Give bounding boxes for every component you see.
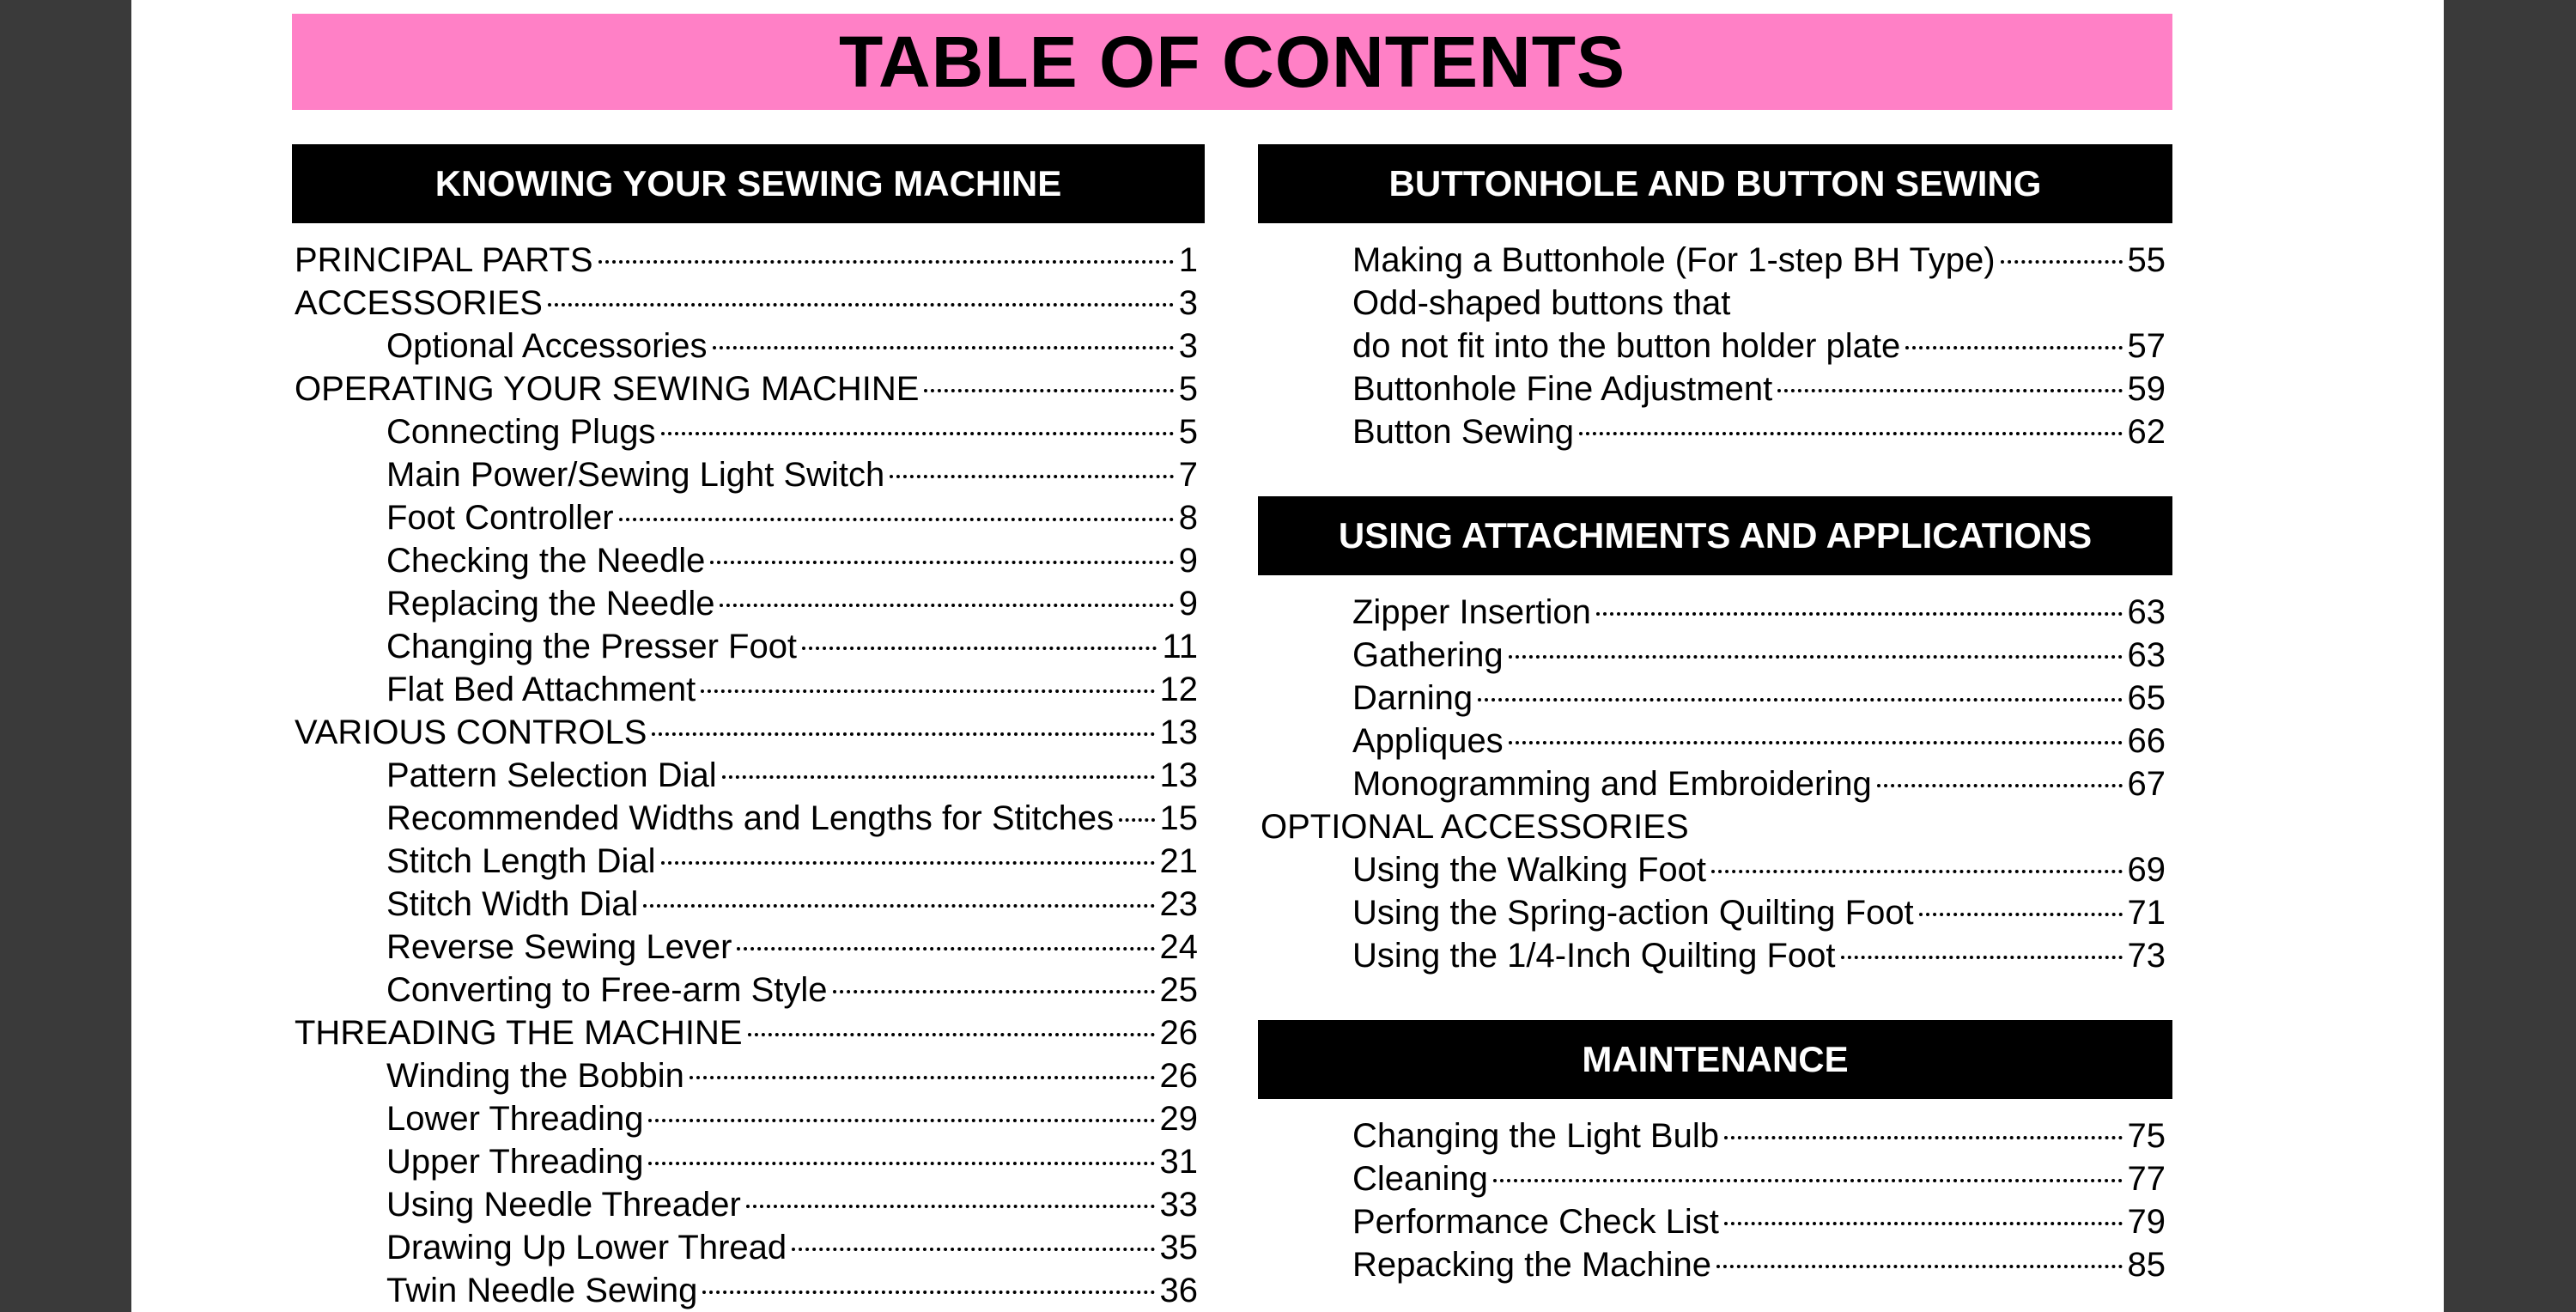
toc-entry-title: Optional Accessories	[386, 327, 708, 365]
dot-leader	[1596, 612, 2123, 616]
toc-entry-page-number: 55	[2127, 241, 2166, 279]
dot-leader	[661, 432, 1174, 435]
toc-entry-title: Main Power/Sewing Light Switch	[386, 456, 885, 494]
dot-leader	[1478, 698, 2122, 702]
dot-leader	[1919, 913, 2123, 916]
toc-entry-page-number: 35	[1159, 1229, 1198, 1266]
dot-leader	[702, 1291, 1154, 1294]
toc-entry[interactable]	[1258, 891, 2172, 934]
toc-entry[interactable]	[1258, 1200, 2172, 1243]
dot-leader	[661, 861, 1155, 865]
toc-entry-page-number: 12	[1159, 671, 1198, 708]
toc-entry-title: Twin Needle Sewing	[386, 1272, 698, 1309]
toc-entry-title: Upper Threading	[386, 1143, 644, 1181]
toc-entry[interactable]	[1258, 282, 2172, 325]
toc-entry[interactable]	[292, 410, 1205, 453]
dot-leader	[1509, 741, 2123, 744]
toc-entry-page-number: 71	[2127, 894, 2166, 932]
toc-entry-title: ACCESSORIES	[295, 284, 543, 322]
toc-entry-title: Pattern Selection Dial	[386, 756, 717, 794]
toc-entry-page-number: 65	[2127, 679, 2166, 717]
toc-entry[interactable]	[1258, 325, 2172, 367]
toc-entry-page-number: 23	[1159, 885, 1198, 923]
toc-entry-page-number: 5	[1178, 413, 1198, 451]
toc-entry-page-number: 9	[1178, 542, 1198, 580]
toc-entry-title: VARIOUS CONTROLS	[295, 714, 647, 751]
dot-leader	[2001, 260, 2123, 264]
toc-entry-page-number: 62	[2127, 413, 2166, 451]
toc-entry-title: Odd-shaped buttons that	[1352, 284, 1731, 322]
toc-entry-page-number: 9	[1178, 585, 1198, 623]
toc-entry[interactable]	[292, 367, 1205, 410]
toc-entry-page-number: 24	[1159, 928, 1198, 966]
toc-entry-title: Using the 1/4-Inch Quilting Foot	[1352, 937, 1836, 975]
toc-entry-title: Stitch Length Dial	[386, 842, 656, 880]
toc-entry[interactable]	[292, 453, 1205, 496]
toc-entry[interactable]	[292, 840, 1205, 883]
dot-leader	[1905, 346, 2122, 349]
left-column	[292, 144, 1205, 1312]
toc-entry-page-number: 69	[2127, 851, 2166, 889]
toc-entry-page-number: 3	[1178, 284, 1198, 322]
toc-entry[interactable]	[292, 282, 1205, 325]
dot-leader	[548, 303, 1174, 307]
toc-entry-page-number: 7	[1178, 456, 1198, 494]
toc-entry-title: Recommended Widths and Lengths for Stitches	[386, 799, 1115, 837]
dot-leader	[722, 775, 1155, 779]
dot-leader	[652, 732, 1154, 736]
toc-entry[interactable]	[1258, 677, 2172, 720]
dot-leader	[619, 518, 1174, 521]
toc-entry-page-number: 79	[2127, 1203, 2166, 1241]
toc-entry[interactable]	[1258, 1243, 2172, 1286]
dot-leader	[1724, 1222, 2123, 1225]
toc-entry[interactable]	[1258, 634, 2172, 677]
toc-entry-page-number: 15	[1159, 799, 1198, 837]
toc-entry-title: Lower Threading	[386, 1100, 644, 1138]
toc-entry-title: Connecting Plugs	[386, 413, 656, 451]
toc-entry-title: Checking the Needle	[386, 542, 706, 580]
toc-entry[interactable]	[292, 1054, 1205, 1097]
toc-entry-title: Stitch Width Dial	[386, 885, 639, 923]
dot-leader	[1777, 389, 2122, 392]
dot-leader	[924, 389, 1173, 392]
toc-entry-title: Converting to Free-arm Style	[386, 971, 828, 1009]
toc-entry-title: Zipper Insertion	[1352, 593, 1591, 631]
section-header-knowing-your-machine: KNOWING YOUR SEWING MACHINE	[292, 144, 1205, 223]
dot-leader	[648, 1162, 1154, 1165]
toc-entry[interactable]	[292, 883, 1205, 926]
toc-entry-title: Using the Spring-action Quilting Foot	[1352, 894, 1914, 932]
toc-entry-title: Buttonhole Fine Adjustment	[1352, 370, 1773, 408]
toc-entry-title: Replacing the Needle	[386, 585, 715, 623]
toc-entry-title: THREADING THE MACHINE	[295, 1014, 743, 1052]
dot-leader	[1841, 956, 2123, 959]
toc-entry[interactable]	[292, 625, 1205, 668]
toc-entry[interactable]	[1258, 934, 2172, 977]
dot-leader	[1877, 784, 2123, 787]
section-header: BUTTONHOLE AND BUTTON SEWING	[1258, 144, 2172, 223]
toc-entry-page-number: 25	[1159, 971, 1198, 1009]
dot-leader	[710, 561, 1173, 564]
section-header: MAINTENANCE	[1258, 1020, 2172, 1099]
dot-leader	[690, 1076, 1155, 1079]
toc-list	[1258, 591, 2172, 977]
dot-leader	[802, 647, 1157, 650]
toc-entry[interactable]	[292, 668, 1205, 711]
toc-entry[interactable]	[292, 711, 1205, 754]
toc-entry-page-number: 63	[2127, 636, 2166, 674]
toc-entry[interactable]	[1258, 1157, 2172, 1200]
toc-entry-page-number: 77	[2127, 1160, 2166, 1198]
toc-entry-page-number: 63	[2127, 593, 2166, 631]
toc-entry[interactable]	[292, 1140, 1205, 1183]
dot-leader	[713, 346, 1174, 349]
section-spacer	[1258, 453, 2172, 496]
dot-leader	[748, 1033, 1155, 1036]
toc-entry[interactable]	[1258, 239, 2172, 282]
dot-leader	[1119, 818, 1154, 822]
toc-entry-page-number: 31	[1159, 1143, 1198, 1181]
toc-entry-page-number: 1	[1178, 241, 1198, 279]
toc-entry-title: Appliques	[1352, 722, 1504, 760]
toc-entry-page-number: 29	[1159, 1100, 1198, 1138]
toc-entry-title: Flat Bed Attachment	[386, 671, 696, 708]
document-page	[131, 0, 2444, 1312]
page-title: TABLE OF CONTENTS	[838, 21, 1626, 102]
dot-leader	[720, 604, 1173, 607]
toc-entry[interactable]	[1258, 848, 2172, 891]
toc-entry-page-number: 26	[1159, 1057, 1198, 1095]
toc-entry-title: Using the Walking Foot	[1352, 851, 1707, 889]
toc-entry-page-number: 33	[1159, 1186, 1198, 1224]
dot-leader	[792, 1248, 1154, 1251]
section-spacer	[1258, 977, 2172, 1020]
toc-entry-title: Changing the Presser Foot	[386, 628, 798, 665]
toc-entry[interactable]	[292, 1226, 1205, 1269]
toc-list	[1258, 239, 2172, 453]
toc-entry-title: Performance Check List	[1352, 1203, 1719, 1241]
toc-entry-page-number: 11	[1162, 628, 1198, 665]
dot-leader	[1711, 870, 2122, 873]
toc-entry-page-number: 66	[2127, 722, 2166, 760]
toc-entry-page-number: 3	[1178, 327, 1198, 365]
toc-entry-title: OPTIONAL ACCESSORIES	[1261, 808, 1689, 846]
toc-entry-title: Foot Controller	[386, 499, 614, 537]
dot-leader	[1579, 432, 2123, 435]
dot-leader	[1716, 1265, 2122, 1268]
toc-entry-page-number: 5	[1178, 370, 1198, 408]
toc-entry[interactable]	[292, 325, 1205, 367]
toc-entry-title: PRINCIPAL PARTS	[295, 241, 593, 279]
right-column	[1258, 144, 2172, 1286]
toc-entry[interactable]	[292, 1097, 1205, 1140]
dot-leader	[1493, 1179, 2123, 1182]
toc-entry[interactable]	[292, 539, 1205, 582]
toc-entry-page-number: 36	[1159, 1272, 1198, 1309]
toc-entry[interactable]	[1258, 1115, 2172, 1157]
toc-entry[interactable]	[1258, 591, 2172, 634]
toc-entry[interactable]	[292, 239, 1205, 282]
toc-entry-title: Button Sewing	[1352, 413, 1574, 451]
toc-entry[interactable]	[1258, 720, 2172, 762]
dot-leader	[746, 1205, 1155, 1208]
toc-entry-page-number: 59	[2127, 370, 2166, 408]
dot-leader	[890, 475, 1173, 478]
toc-entry[interactable]	[1258, 367, 2172, 410]
title-banner	[292, 14, 2172, 110]
toc-entry-title: Winding the Bobbin	[386, 1057, 684, 1095]
toc-entry-title: Using Needle Threader	[386, 1186, 741, 1224]
toc-entry-page-number: 13	[1159, 756, 1198, 794]
toc-entry[interactable]	[292, 1183, 1205, 1226]
toc-entry[interactable]	[292, 797, 1205, 840]
dot-leader	[737, 947, 1154, 951]
toc-entry-title: OPERATING YOUR SEWING MACHINE	[295, 370, 920, 408]
toc-entry-page-number: 26	[1159, 1014, 1198, 1052]
toc-entry-title: Monogramming and Embroidering	[1352, 765, 1872, 803]
toc-entry[interactable]	[292, 1269, 1205, 1312]
dot-leader	[833, 990, 1155, 993]
toc-entry-page-number: 73	[2127, 937, 2166, 975]
toc-entry[interactable]	[292, 969, 1205, 1011]
toc-entry-title: Darning	[1352, 679, 1473, 717]
toc-list-left	[292, 239, 1205, 1312]
section-header: USING ATTACHMENTS AND APPLICATIONS	[1258, 496, 2172, 575]
toc-entry-title: Reverse Sewing Lever	[386, 928, 732, 966]
dot-leader	[643, 904, 1154, 908]
toc-entry[interactable]	[292, 1011, 1205, 1054]
toc-list	[1258, 1115, 2172, 1286]
toc-entry-page-number: 75	[2127, 1117, 2166, 1155]
toc-entry-title: Making a Buttonhole (For 1-step BH Type)	[1352, 241, 1996, 279]
toc-entry-title: Drawing Up Lower Thread	[386, 1229, 787, 1266]
toc-entry-title: do not fit into the button holder plate	[1352, 327, 1901, 365]
toc-entry[interactable]	[1258, 762, 2172, 805]
toc-entry-title: Repacking the Machine	[1352, 1246, 1712, 1284]
dot-leader	[598, 260, 1174, 264]
toc-entry[interactable]	[292, 754, 1205, 797]
dot-leader	[701, 689, 1154, 693]
toc-entry-page-number: 13	[1159, 714, 1198, 751]
toc-entry[interactable]	[1258, 410, 2172, 453]
toc-entry-page-number: 8	[1178, 499, 1198, 537]
toc-entry[interactable]	[292, 582, 1205, 625]
dot-leader	[648, 1119, 1154, 1122]
toc-entry-page-number: 21	[1159, 842, 1198, 880]
dot-leader	[1509, 655, 2123, 659]
toc-entry-page-number: 85	[2127, 1246, 2166, 1284]
dot-leader	[1724, 1136, 2123, 1139]
toc-entry[interactable]	[292, 496, 1205, 539]
toc-entry-title: Changing the Light Bulb	[1352, 1117, 1719, 1155]
toc-entry-title: Gathering	[1352, 636, 1504, 674]
toc-entry[interactable]	[292, 926, 1205, 969]
toc-entry-page-number: 67	[2127, 765, 2166, 803]
toc-entry[interactable]	[1258, 805, 2172, 848]
toc-entry-page-number: 57	[2127, 327, 2166, 365]
toc-entry-title: Cleaning	[1352, 1160, 1488, 1198]
